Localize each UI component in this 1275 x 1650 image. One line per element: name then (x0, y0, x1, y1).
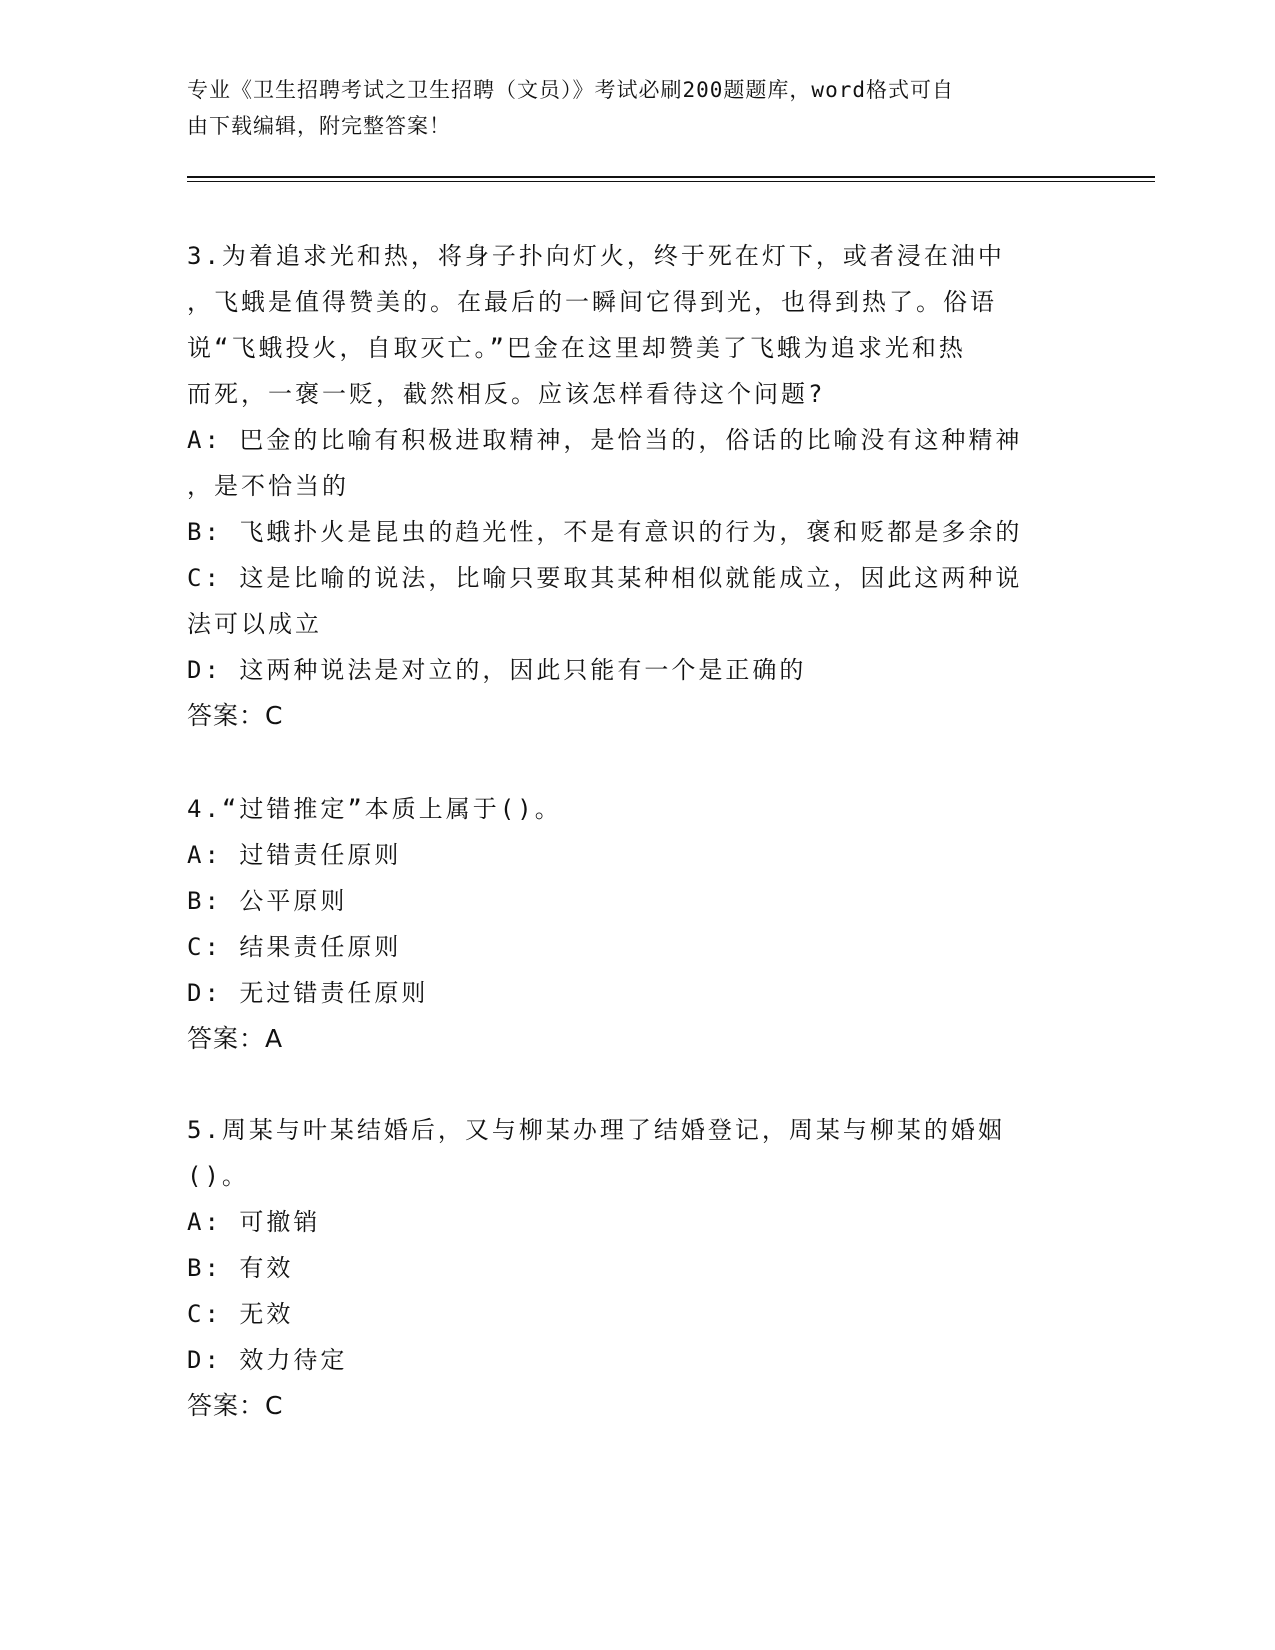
option-a: A: 过错责任原则 (187, 841, 402, 869)
question-stem-line: 而死，一褒一贬，截然相反。应该怎样看待这个问题? (187, 380, 826, 408)
option-c: C: 这是比喻的说法，比喻只要取其某种相似就能成立，因此这两种说 (187, 564, 1023, 592)
question-stem-line: 4.“过错推定”本质上属于()。 (187, 795, 562, 823)
question-5 (187, 1107, 1087, 1429)
option-a-continued: ，是不恰当的 (187, 472, 349, 500)
question-stem-line: 5.周某与叶某结婚后，又与柳某办理了结婚登记，周某与柳某的婚姻 (187, 1116, 1005, 1144)
header-line-2: 由下载编辑，附完整答案！ (187, 114, 451, 138)
option-b: B: 有效 (187, 1254, 294, 1282)
answer-label: 答案：C (187, 701, 284, 730)
option-d: D: 效力待定 (187, 1346, 348, 1374)
question-stem-line: 说“飞蛾投火，自取灭亡。”巴金在这里却赞美了飞蛾为追求光和热 (187, 334, 966, 362)
question-3 (187, 233, 1087, 739)
option-c: C: 结果责任原则 (187, 933, 402, 961)
option-d: D: 无过错责任原则 (187, 979, 429, 1007)
option-a: A: 巴金的比喻有积极进取精神，是恰当的，俗话的比喻没有这种精神 (187, 426, 1023, 454)
header-divider-thick (187, 176, 1155, 178)
document-header (187, 72, 1067, 144)
option-d: D: 这两种说法是对立的，因此只能有一个是正确的 (187, 656, 807, 684)
option-a: A: 可撤销 (187, 1208, 321, 1236)
answer-label: 答案：C (187, 1391, 284, 1420)
option-c: C: 无效 (187, 1300, 294, 1328)
question-stem-line: 3.为着追求光和热，将身子扑向灯火，终于死在灯下，或者浸在油中 (187, 242, 1005, 270)
header-line-1: 专业《卫生招聘考试之卫生招聘（文员）》考试必刷200题题库，word格式可自 (187, 78, 954, 102)
question-stem-line: ，飞蛾是值得赞美的。在最后的一瞬间它得到光，也得到热了。俗语 (187, 288, 997, 316)
answer-label: 答案：A (187, 1024, 284, 1053)
question-4 (187, 786, 1087, 1062)
header-divider-thin (187, 181, 1155, 182)
question-stem-line: ()。 (187, 1162, 249, 1190)
option-b: B: 飞蛾扑火是昆虫的趋光性，不是有意识的行为，褒和贬都是多余的 (187, 518, 1023, 546)
option-c-continued: 法可以成立 (187, 610, 322, 638)
option-b: B: 公平原则 (187, 887, 348, 915)
